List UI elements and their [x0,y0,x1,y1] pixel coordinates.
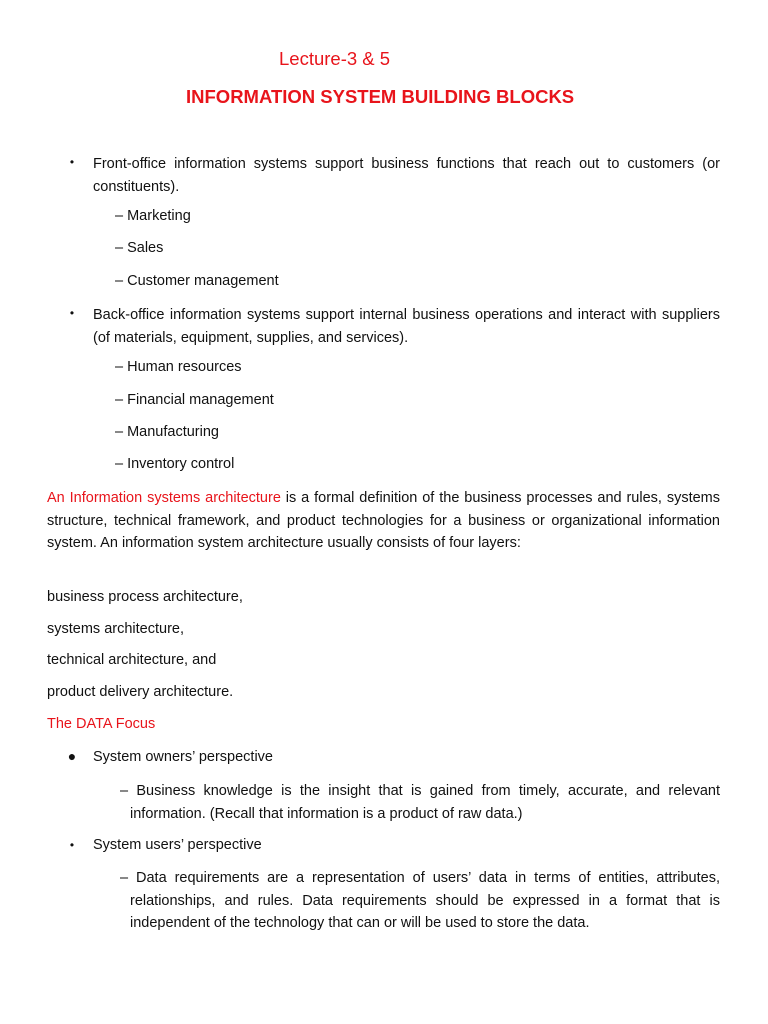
owners-perspective-label: System owners’ perspective [93,749,273,765]
list-item: – Customer management [115,273,279,289]
owners-perspective-detail: – Business knowledge is the insight that is gained from timely, accurate, and relevant information. (Recall that information is a product of raw data.) [120,783,720,822]
back-office-text: Back-office information systems support internal business operations and interact with suppliers (of materials, equipment, supplies, and services). [93,307,720,346]
architecture-layer: systems architecture, [47,621,184,637]
bullet-icon: • [69,306,75,320]
bullet-icon: • [69,155,75,169]
architecture-layer: business process architecture, [47,589,243,605]
back-office-item: Human resources [127,359,242,375]
data-focus-heading: The DATA Focus [47,716,156,732]
back-office-item: Inventory control [127,456,235,472]
front-office-item: Customer management [127,273,279,289]
users-perspective-detail: – Data requirements are a representation of users’ data in terms of entities, attributes, relationships, and rules. Data requirements should be expressed in a format that is independent of the technology that can or will be used to store the data. [120,870,720,931]
lecture-heading: Lecture-3 & 5 [279,48,391,69]
users-perspective-label: System users’ perspective [93,837,262,853]
page-title: INFORMATION SYSTEM BUILDING BLOCKS [186,86,575,107]
back-office-item: Financial management [127,392,274,408]
architecture-definition: is a formal definition of the business processes and rules, systems structure, technical framework, and product technologies for a business or organizational information system. An information system architecture usually consists of four layers: [47,490,720,551]
front-office-text: Front-office information systems support business functions that reach out to customers (or constituents). [93,156,720,195]
back-office-item: Manufacturing [127,424,219,440]
list-item: – Manufacturing [115,424,219,440]
list-item: – Inventory control [115,456,235,472]
front-office-item: Sales [127,240,164,256]
list-item: – Human resources [115,359,242,375]
list-item: – Marketing [115,208,191,224]
architecture-term: An Information systems architecture [47,490,281,506]
bullet-icon: • [69,838,75,852]
front-office-item: Marketing [127,208,191,224]
list-item: – Financial management [115,392,274,408]
bullet-icon: ● [67,748,77,764]
architecture-layer: product delivery architecture. [47,684,234,700]
architecture-layer: technical architecture, and [47,652,217,668]
architecture-paragraph [47,487,720,555]
list-item: – Sales [115,240,164,256]
